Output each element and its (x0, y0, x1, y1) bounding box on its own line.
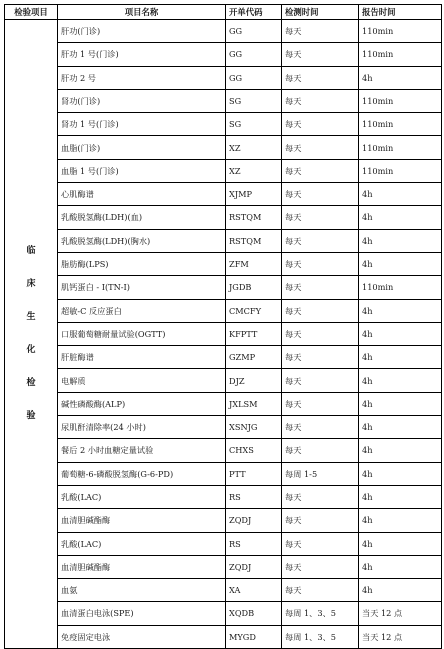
cell-report: 110min (359, 89, 442, 112)
category-char: 床 (26, 279, 36, 289)
header-report: 报告时间 (359, 5, 442, 20)
cell-name: 肝脏酶谱 (58, 346, 226, 369)
cell-report: 4h (359, 555, 442, 578)
cell-code: GZMP (226, 346, 282, 369)
cell-name: 血脂 1 号(门诊) (58, 159, 226, 182)
cell-schedule: 每周 1、3、5 (282, 602, 359, 625)
cell-code: GG (226, 66, 282, 89)
table-row (5, 89, 442, 112)
table-row (5, 485, 442, 508)
cell-report: 当天 12 点 (359, 602, 442, 625)
cell-schedule: 每天 (282, 276, 359, 299)
cell-code: KFPTT (226, 322, 282, 345)
category-char: 生 (26, 312, 36, 322)
cell-report: 4h (359, 252, 442, 275)
cell-schedule: 每天 (282, 299, 359, 322)
table-row (5, 416, 442, 439)
cell-code: GG (226, 20, 282, 43)
table-row (5, 159, 442, 182)
table-row (5, 532, 442, 555)
cell-schedule: 每天 (282, 532, 359, 555)
cell-schedule: 每天 (282, 43, 359, 66)
cell-code: CHXS (226, 439, 282, 462)
table-row (5, 43, 442, 66)
cell-report: 4h (359, 369, 442, 392)
table-row (5, 299, 442, 322)
cell-schedule: 每天 (282, 159, 359, 182)
table-row (5, 113, 442, 136)
cell-name: 肾功 1 号(门诊) (58, 113, 226, 136)
cell-report: 4h (359, 392, 442, 415)
lab-schedule-table (4, 4, 442, 649)
cell-report: 110min (359, 113, 442, 136)
category-char: 验 (26, 411, 36, 421)
cell-schedule: 每周 1-5 (282, 462, 359, 485)
cell-schedule: 每天 (282, 113, 359, 136)
cell-code: RS (226, 532, 282, 555)
cell-code: CMCFY (226, 299, 282, 322)
cell-code: XJMP (226, 183, 282, 206)
category-char: 化 (26, 345, 36, 355)
table-row (5, 20, 442, 43)
cell-schedule: 每天 (282, 392, 359, 415)
cell-schedule: 每天 (282, 346, 359, 369)
cell-code: XQDB (226, 602, 282, 625)
cell-report: 110min (359, 276, 442, 299)
table-row (5, 322, 442, 345)
cell-name: 碱性磷酸酶(ALP) (58, 392, 226, 415)
cell-code: XZ (226, 159, 282, 182)
cell-report: 4h (359, 229, 442, 252)
cell-code: RSTQM (226, 229, 282, 252)
table-row (5, 183, 442, 206)
table-row (5, 276, 442, 299)
cell-report: 4h (359, 462, 442, 485)
cell-report: 4h (359, 509, 442, 532)
cell-name: 电解质 (58, 369, 226, 392)
cell-report: 当天 12 点 (359, 625, 442, 648)
cell-name: 超敏-C 反应蛋白 (58, 299, 226, 322)
cell-report: 4h (359, 485, 442, 508)
cell-name: 肝功(门诊) (58, 20, 226, 43)
table-row (5, 229, 442, 252)
cell-name: 血清蛋白电泳(SPE) (58, 602, 226, 625)
cell-report: 110min (359, 159, 442, 182)
cell-name: 血脂(门诊) (58, 136, 226, 159)
cell-name: 脂肪酶(LPS) (58, 252, 226, 275)
cell-schedule: 每天 (282, 439, 359, 462)
cell-name: 葡萄糖-6-磷酸脱氢酶(G-6-PD) (58, 462, 226, 485)
cell-code: ZQDJ (226, 509, 282, 532)
cell-name: 餐后 2 小时血糖定量试验 (58, 439, 226, 462)
cell-schedule: 每天 (282, 416, 359, 439)
cell-code: SG (226, 89, 282, 112)
cell-name: 血氨 (58, 579, 226, 602)
cell-schedule: 每天 (282, 579, 359, 602)
header-category: 检验项目 (5, 5, 58, 20)
cell-name: 血清胆碱酯酶 (58, 555, 226, 578)
cell-name: 心肌酶谱 (58, 183, 226, 206)
cell-report: 110min (359, 136, 442, 159)
cell-schedule: 每天 (282, 252, 359, 275)
cell-code: MYGD (226, 625, 282, 648)
cell-schedule: 每天 (282, 66, 359, 89)
table-row (5, 369, 442, 392)
cell-code: ZQDJ (226, 555, 282, 578)
cell-report: 4h (359, 416, 442, 439)
table-row (5, 509, 442, 532)
cell-name: 乳酸脱氢酶(LDH)(胸水) (58, 229, 226, 252)
table-row (5, 625, 442, 648)
cell-name: 肝功 1 号(门诊) (58, 43, 226, 66)
cell-name: 尿肌酐清除率(24 小时) (58, 416, 226, 439)
cell-code: RSTQM (226, 206, 282, 229)
cell-name: 肾功(门诊) (58, 89, 226, 112)
table-row (5, 252, 442, 275)
cell-report: 4h (359, 299, 442, 322)
cell-code: XSNJG (226, 416, 282, 439)
cell-schedule: 每天 (282, 555, 359, 578)
category-label (5, 247, 57, 421)
cell-code: ZFM (226, 252, 282, 275)
cell-code: DJZ (226, 369, 282, 392)
cell-report: 4h (359, 183, 442, 206)
header-row (5, 5, 442, 20)
cell-schedule: 每天 (282, 509, 359, 532)
table-row (5, 602, 442, 625)
header-schedule: 检测时间 (282, 5, 359, 20)
category-cell (5, 20, 58, 649)
cell-name: 肝功 2 号 (58, 66, 226, 89)
table-row (5, 206, 442, 229)
cell-report: 4h (359, 579, 442, 602)
cell-report: 4h (359, 532, 442, 555)
cell-report: 4h (359, 322, 442, 345)
table-row (5, 136, 442, 159)
cell-code: RS (226, 485, 282, 508)
table-row (5, 66, 442, 89)
cell-schedule: 每周 1、3、5 (282, 625, 359, 648)
header-name: 项目名称 (58, 5, 226, 20)
cell-schedule: 每天 (282, 369, 359, 392)
table-row (5, 346, 442, 369)
cell-schedule: 每天 (282, 229, 359, 252)
cell-name: 血清胆碱酯酶 (58, 509, 226, 532)
cell-name: 乳酸(LAC) (58, 485, 226, 508)
cell-schedule: 每天 (282, 322, 359, 345)
cell-report: 110min (359, 20, 442, 43)
category-char: 检 (26, 378, 36, 388)
cell-name: 免疫固定电泳 (58, 625, 226, 648)
table-row (5, 392, 442, 415)
table-row (5, 462, 442, 485)
cell-code: PTT (226, 462, 282, 485)
cell-schedule: 每天 (282, 183, 359, 206)
cell-report: 4h (359, 439, 442, 462)
cell-schedule: 每天 (282, 136, 359, 159)
cell-code: XZ (226, 136, 282, 159)
table-body (5, 20, 442, 649)
cell-schedule: 每天 (282, 206, 359, 229)
cell-report: 4h (359, 346, 442, 369)
cell-code: XA (226, 579, 282, 602)
table-row (5, 579, 442, 602)
header-code: 开单代码 (226, 5, 282, 20)
cell-report: 110min (359, 43, 442, 66)
cell-name: 口服葡萄糖耐量试验(OGTT) (58, 322, 226, 345)
cell-code: JGDB (226, 276, 282, 299)
cell-report: 4h (359, 66, 442, 89)
cell-code: GG (226, 43, 282, 66)
cell-schedule: 每天 (282, 485, 359, 508)
table-row (5, 555, 442, 578)
cell-name: 乳酸(LAC) (58, 532, 226, 555)
cell-code: JXLSM (226, 392, 282, 415)
cell-report: 4h (359, 206, 442, 229)
cell-schedule: 每天 (282, 89, 359, 112)
cell-code: SG (226, 113, 282, 136)
cell-schedule: 每天 (282, 20, 359, 43)
cell-name: 乳酸脱氢酶(LDH)(血) (58, 206, 226, 229)
table-row (5, 439, 442, 462)
cell-name: 肌钙蛋白 - I(TN-I) (58, 276, 226, 299)
category-char: 临 (26, 246, 36, 256)
